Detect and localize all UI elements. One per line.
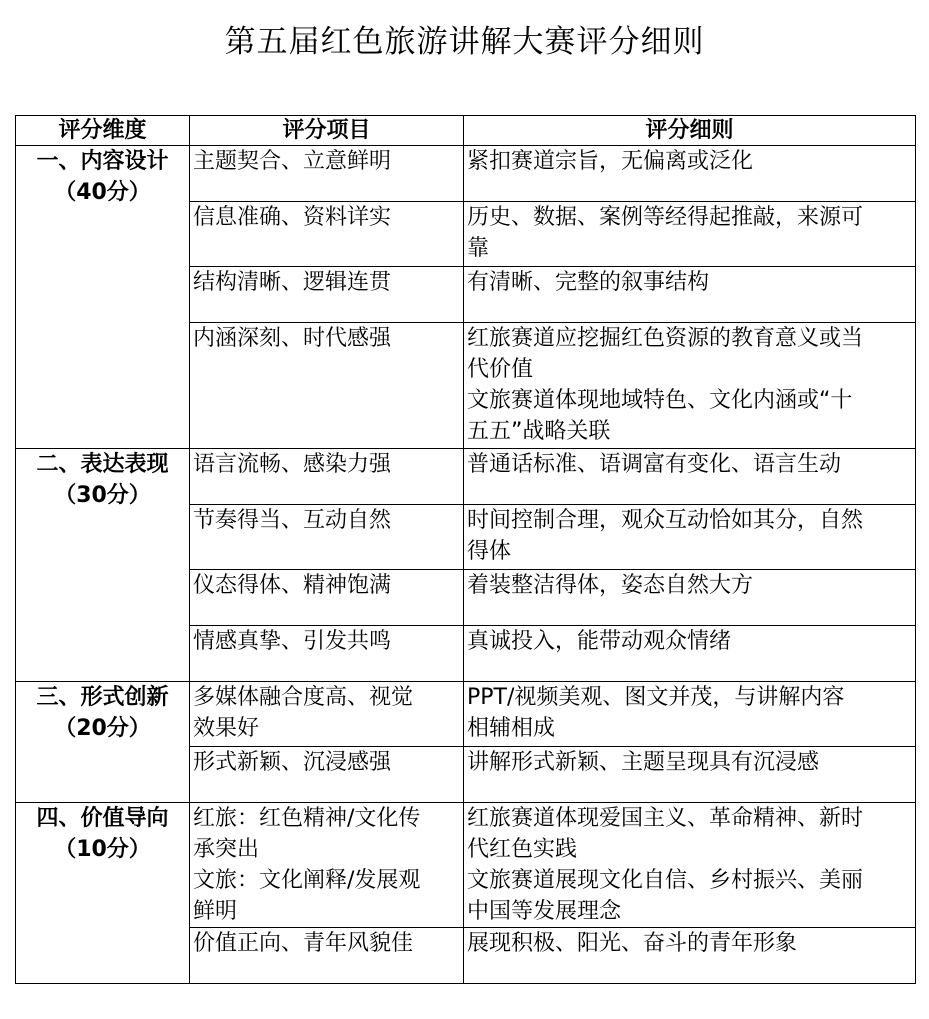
dimension-name: 二、表达表现	[36, 452, 169, 477]
document-title: 第五届红色旅游讲解大赛评分细则	[224, 24, 705, 60]
item-cell	[190, 928, 464, 984]
detail-cell	[464, 202, 916, 267]
dimension-name: 四、价值导向	[36, 806, 169, 831]
dimension-cell	[16, 682, 190, 803]
detail-cell	[464, 267, 916, 323]
item-text: 仪态得体、精神饱满	[193, 573, 392, 598]
dimension-cell	[16, 449, 190, 682]
item-text: 信息准确、资料详实	[193, 205, 392, 230]
item-text: 承突出	[193, 837, 260, 862]
item-cell	[190, 449, 464, 505]
detail-cell	[464, 505, 916, 570]
item-cell	[190, 267, 464, 323]
item-text: 语言流畅、感染力强	[193, 452, 392, 477]
table-row	[16, 449, 916, 505]
item-cell	[190, 682, 464, 747]
item-text: 文旅：文化阐释/发展观	[193, 868, 421, 893]
detail-text: 代红色实践	[467, 837, 578, 862]
detail-cell	[464, 449, 916, 505]
dimension-score: （20分）	[54, 716, 151, 741]
detail-cell	[464, 146, 916, 202]
header-dimension: 评分维度	[16, 116, 190, 146]
item-cell	[190, 626, 464, 682]
detail-text: 相辅相成	[467, 716, 556, 741]
detail-text: 文旅赛道展现文化自信、乡村振兴、美丽	[467, 868, 864, 893]
item-text: 主题契合、立意鲜明	[193, 149, 392, 174]
detail-text: 历史、数据、案例等经得起推敲，来源可	[467, 205, 864, 230]
detail-cell	[464, 803, 916, 928]
dimension-score: （30分）	[54, 483, 151, 508]
item-cell	[190, 570, 464, 626]
detail-text: 文旅赛道体现地域特色、文化内涵或“十	[467, 388, 853, 413]
detail-text: 真诚投入，能带动观众情绪	[467, 629, 732, 654]
detail-cell	[464, 928, 916, 984]
detail-text: 代价值	[467, 357, 534, 382]
dimension-name: 三、形式创新	[36, 685, 169, 710]
detail-text: 中国等发展理念	[467, 899, 622, 924]
detail-cell	[464, 747, 916, 803]
detail-text: 红旅赛道体现爱国主义、革命精神、新时	[467, 806, 864, 831]
item-text: 价值正向、青年风貌佳	[193, 931, 414, 956]
item-text: 效果好	[193, 716, 260, 741]
header-item: 评分项目	[190, 116, 464, 146]
item-cell	[190, 803, 464, 928]
table-header-row	[16, 116, 916, 146]
item-cell	[190, 146, 464, 202]
dimension-name: 一、内容设计	[36, 149, 169, 174]
detail-text: 有清晰、完整的叙事结构	[467, 270, 710, 295]
detail-cell	[464, 570, 916, 626]
item-cell	[190, 747, 464, 803]
detail-text: 普通话标准、语调富有变化、语言生动	[467, 452, 842, 477]
item-text: 节奏得当、互动自然	[193, 508, 392, 533]
item-text: 鲜明	[193, 899, 238, 924]
scoring-rubric-table	[15, 115, 916, 984]
detail-text: 展现积极、阳光、奋斗的青年形象	[467, 931, 798, 956]
item-text: 红旅：红色精神/文化传	[193, 806, 421, 831]
detail-text: 得体	[467, 539, 512, 564]
detail-text: 五五”战略关联	[467, 419, 611, 444]
item-text: 形式新颖、沉浸感强	[193, 750, 392, 775]
detail-cell	[464, 626, 916, 682]
detail-text: 时间控制合理，观众互动恰如其分，自然	[467, 508, 864, 533]
detail-text: 靠	[467, 236, 490, 261]
detail-cell	[464, 682, 916, 747]
detail-cell	[464, 323, 916, 449]
table-row	[16, 146, 916, 202]
item-text: 内涵深刻、时代感强	[193, 326, 392, 351]
item-text: 多媒体融合度高、视觉	[193, 685, 414, 710]
item-cell	[190, 505, 464, 570]
detail-text: 红旅赛道应挖掘红色资源的教育意义或当	[467, 326, 864, 351]
item-text: 情感真挚、引发共鸣	[193, 629, 392, 654]
detail-text: 讲解形式新颖、主题呈现具有沉浸感	[467, 750, 820, 775]
detail-text: 着装整洁得体，姿态自然大方	[467, 573, 754, 598]
item-text: 结构清晰、逻辑连贯	[193, 270, 392, 295]
detail-text: 紧扣赛道宗旨，无偏离或泛化	[467, 149, 754, 174]
header-detail: 评分细则	[464, 116, 916, 146]
table-row	[16, 682, 916, 747]
detail-text: PPT/视频美观、图文并茂，与讲解内容	[467, 685, 845, 710]
dimension-score: （10分）	[54, 837, 151, 862]
table-row	[16, 803, 916, 928]
item-cell	[190, 202, 464, 267]
dimension-score: （40分）	[54, 180, 151, 205]
item-cell	[190, 323, 464, 449]
dimension-cell	[16, 146, 190, 449]
dimension-cell	[16, 803, 190, 984]
